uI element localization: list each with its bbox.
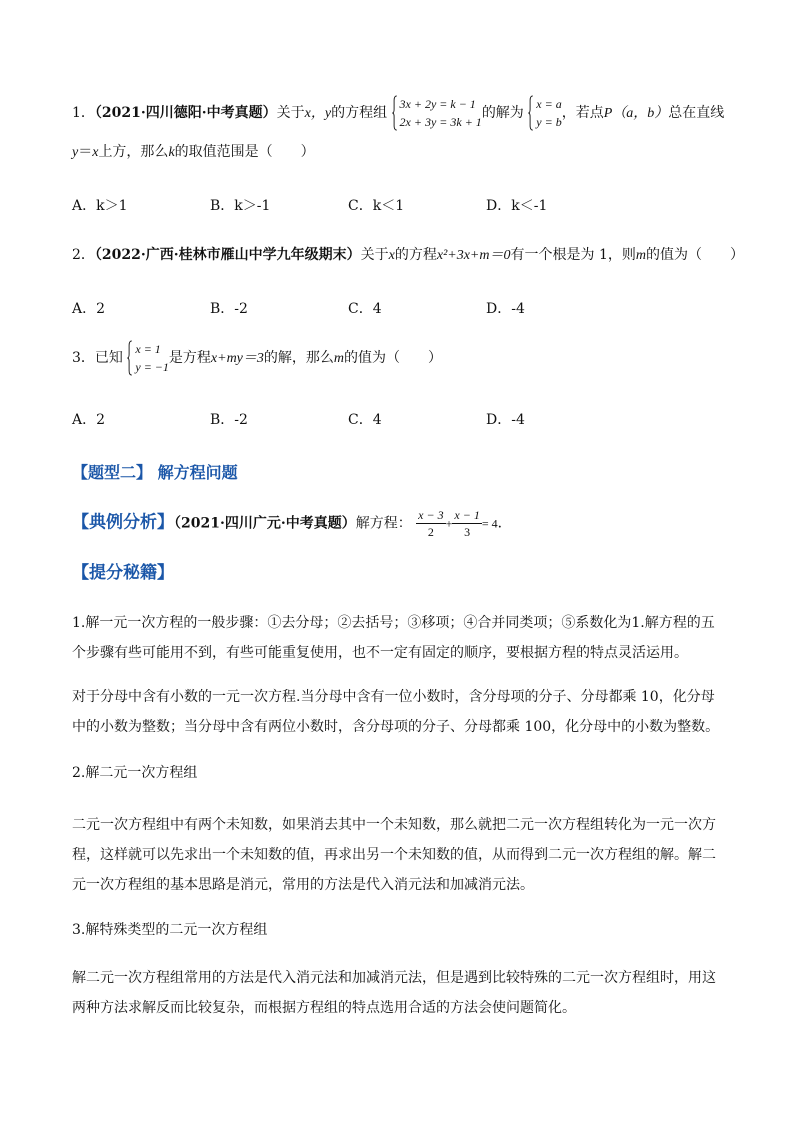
equation-row: 3x + 2y = k − 1	[399, 97, 476, 111]
period: ．	[497, 515, 512, 532]
numerator: x − 1	[454, 508, 480, 522]
option-d: D．-4	[486, 412, 525, 428]
option-a: A．k＞1	[72, 198, 128, 214]
solution-system	[528, 95, 561, 131]
variable: m	[635, 248, 646, 263]
section-heading: 【题型二】 解方程问题	[72, 463, 238, 482]
question-text: 的取值范围是（ ）	[174, 144, 315, 160]
question-3	[72, 340, 442, 376]
equation-row: 2x + 3y = 3k + 1	[399, 115, 482, 129]
question-2	[72, 245, 744, 266]
option-b: B．k＞-1	[210, 198, 271, 214]
question-text: 的值为（ ）	[344, 350, 443, 366]
example-problem	[72, 507, 512, 540]
variable: k	[168, 145, 175, 160]
question-number: 2．	[72, 247, 95, 263]
equation: x²+3x+m＝0	[436, 248, 511, 263]
solution-row: y = b	[536, 115, 562, 129]
question-text: 有一个根是为 1，则	[510, 247, 636, 263]
equation-system	[392, 95, 482, 131]
option-c: C．k＜1	[348, 198, 405, 214]
option-b: B．-2	[210, 412, 248, 428]
denominator: 3	[464, 525, 471, 539]
question-number: 3．已知	[72, 350, 123, 366]
question-text: 的解为	[481, 105, 524, 121]
point-label: P（a，b）	[603, 106, 669, 121]
equation-rhs: = 4	[481, 516, 498, 531]
denominator: 2	[427, 525, 434, 539]
paragraph-1: 1.解一元一次方程的一般步骤：①去分母；②去括号；③移项；④合并同类项；⑤系数化为1.解方程的五个步骤有些可能用不到，有些可能重复使用，也不一定有固定的顺序，要根据方程的特点灵活运用。	[72, 615, 715, 661]
paragraph-2: 对于分母中含有小数的一元一次方程.当分母中含有一位小数时，含分母项的分子、分母都乘 10，化分母中的小数为整数；当分母中含有两位小数时，含分母项的分子、分母都乘 100，化分母中的小数为整数。	[72, 689, 720, 735]
brace-icon	[127, 340, 133, 376]
question-source: （2022·广西·桂林市雁山中学九年级期末）	[94, 247, 361, 263]
option-a: A．2	[72, 412, 106, 428]
question-1-line2	[72, 142, 315, 163]
brace-icon	[392, 95, 398, 131]
example-label: 【典例分析】	[72, 512, 174, 533]
equals: ＝	[78, 144, 93, 160]
fraction	[452, 507, 481, 540]
option-b: B．-2	[210, 301, 248, 317]
example-text: 解方程：	[355, 515, 412, 532]
paragraph-3: 二元一次方程组中有两个未知数，如果消去其中一个未知数，那么就把二元一次方程组转化为一元一次方程，这样就可以先求出一个未知数的值，再求出另一个未知数的值，从而得到二元一次方程组的解。解二元一次方程组的基本思路是消元，常用的方法是代入消元法和加减消元法。	[72, 817, 716, 893]
variables: x，y	[304, 106, 332, 121]
tips-heading: 【提分秘籍】	[72, 563, 174, 583]
question-number: 1．	[72, 105, 95, 121]
question-text: 总在直线	[668, 105, 725, 121]
question-text: 上方，那么	[98, 144, 169, 160]
solution-row: y = −1	[135, 360, 169, 374]
variable: x	[92, 145, 99, 160]
question-text: 的方程	[394, 247, 437, 263]
question-text: 关于	[276, 105, 305, 121]
subheading-3: 3.解特殊类型的二元一次方程组	[72, 922, 268, 938]
question-text: 的解，那么	[263, 350, 334, 366]
equation: x+my＝3	[210, 351, 264, 366]
question-text: 的方程组	[331, 105, 388, 121]
question-text: ，若点	[561, 105, 604, 121]
question-1	[72, 95, 724, 131]
fraction	[416, 507, 445, 540]
brace-icon	[528, 95, 534, 131]
question-text: 是方程	[168, 350, 211, 366]
plus-sign: +	[445, 516, 453, 531]
option-d: D．-4	[486, 301, 525, 317]
option-c: C．4	[348, 412, 382, 428]
solution-row: x = a	[536, 97, 562, 111]
question-source: （2021·四川德阳·中考真题）	[94, 105, 277, 121]
variable: m	[333, 351, 345, 366]
option-d: D．k＜-1	[486, 198, 548, 214]
solution-row: x = 1	[135, 342, 161, 356]
subheading-2: 2.解二元一次方程组	[72, 765, 198, 781]
variable: x	[388, 248, 395, 263]
solution-system	[127, 340, 169, 376]
example-source: （2021·四川广元·中考真题）	[174, 515, 356, 532]
option-c: C．4	[348, 301, 382, 317]
question-text: 的值为（ ）	[645, 247, 744, 263]
variable: y	[72, 145, 79, 160]
question-text: 关于	[360, 247, 389, 263]
numerator: x − 3	[418, 508, 444, 522]
paragraph-4: 解二元一次方程组常用的方法是代入消元法和加减消元法，但是遇到比较特殊的二元一次方程组时，用这两种方法求解反而比较复杂，而根据方程组的特点选用合适的方法会使问题简化。	[72, 970, 716, 1016]
option-a: A．2	[72, 301, 106, 317]
